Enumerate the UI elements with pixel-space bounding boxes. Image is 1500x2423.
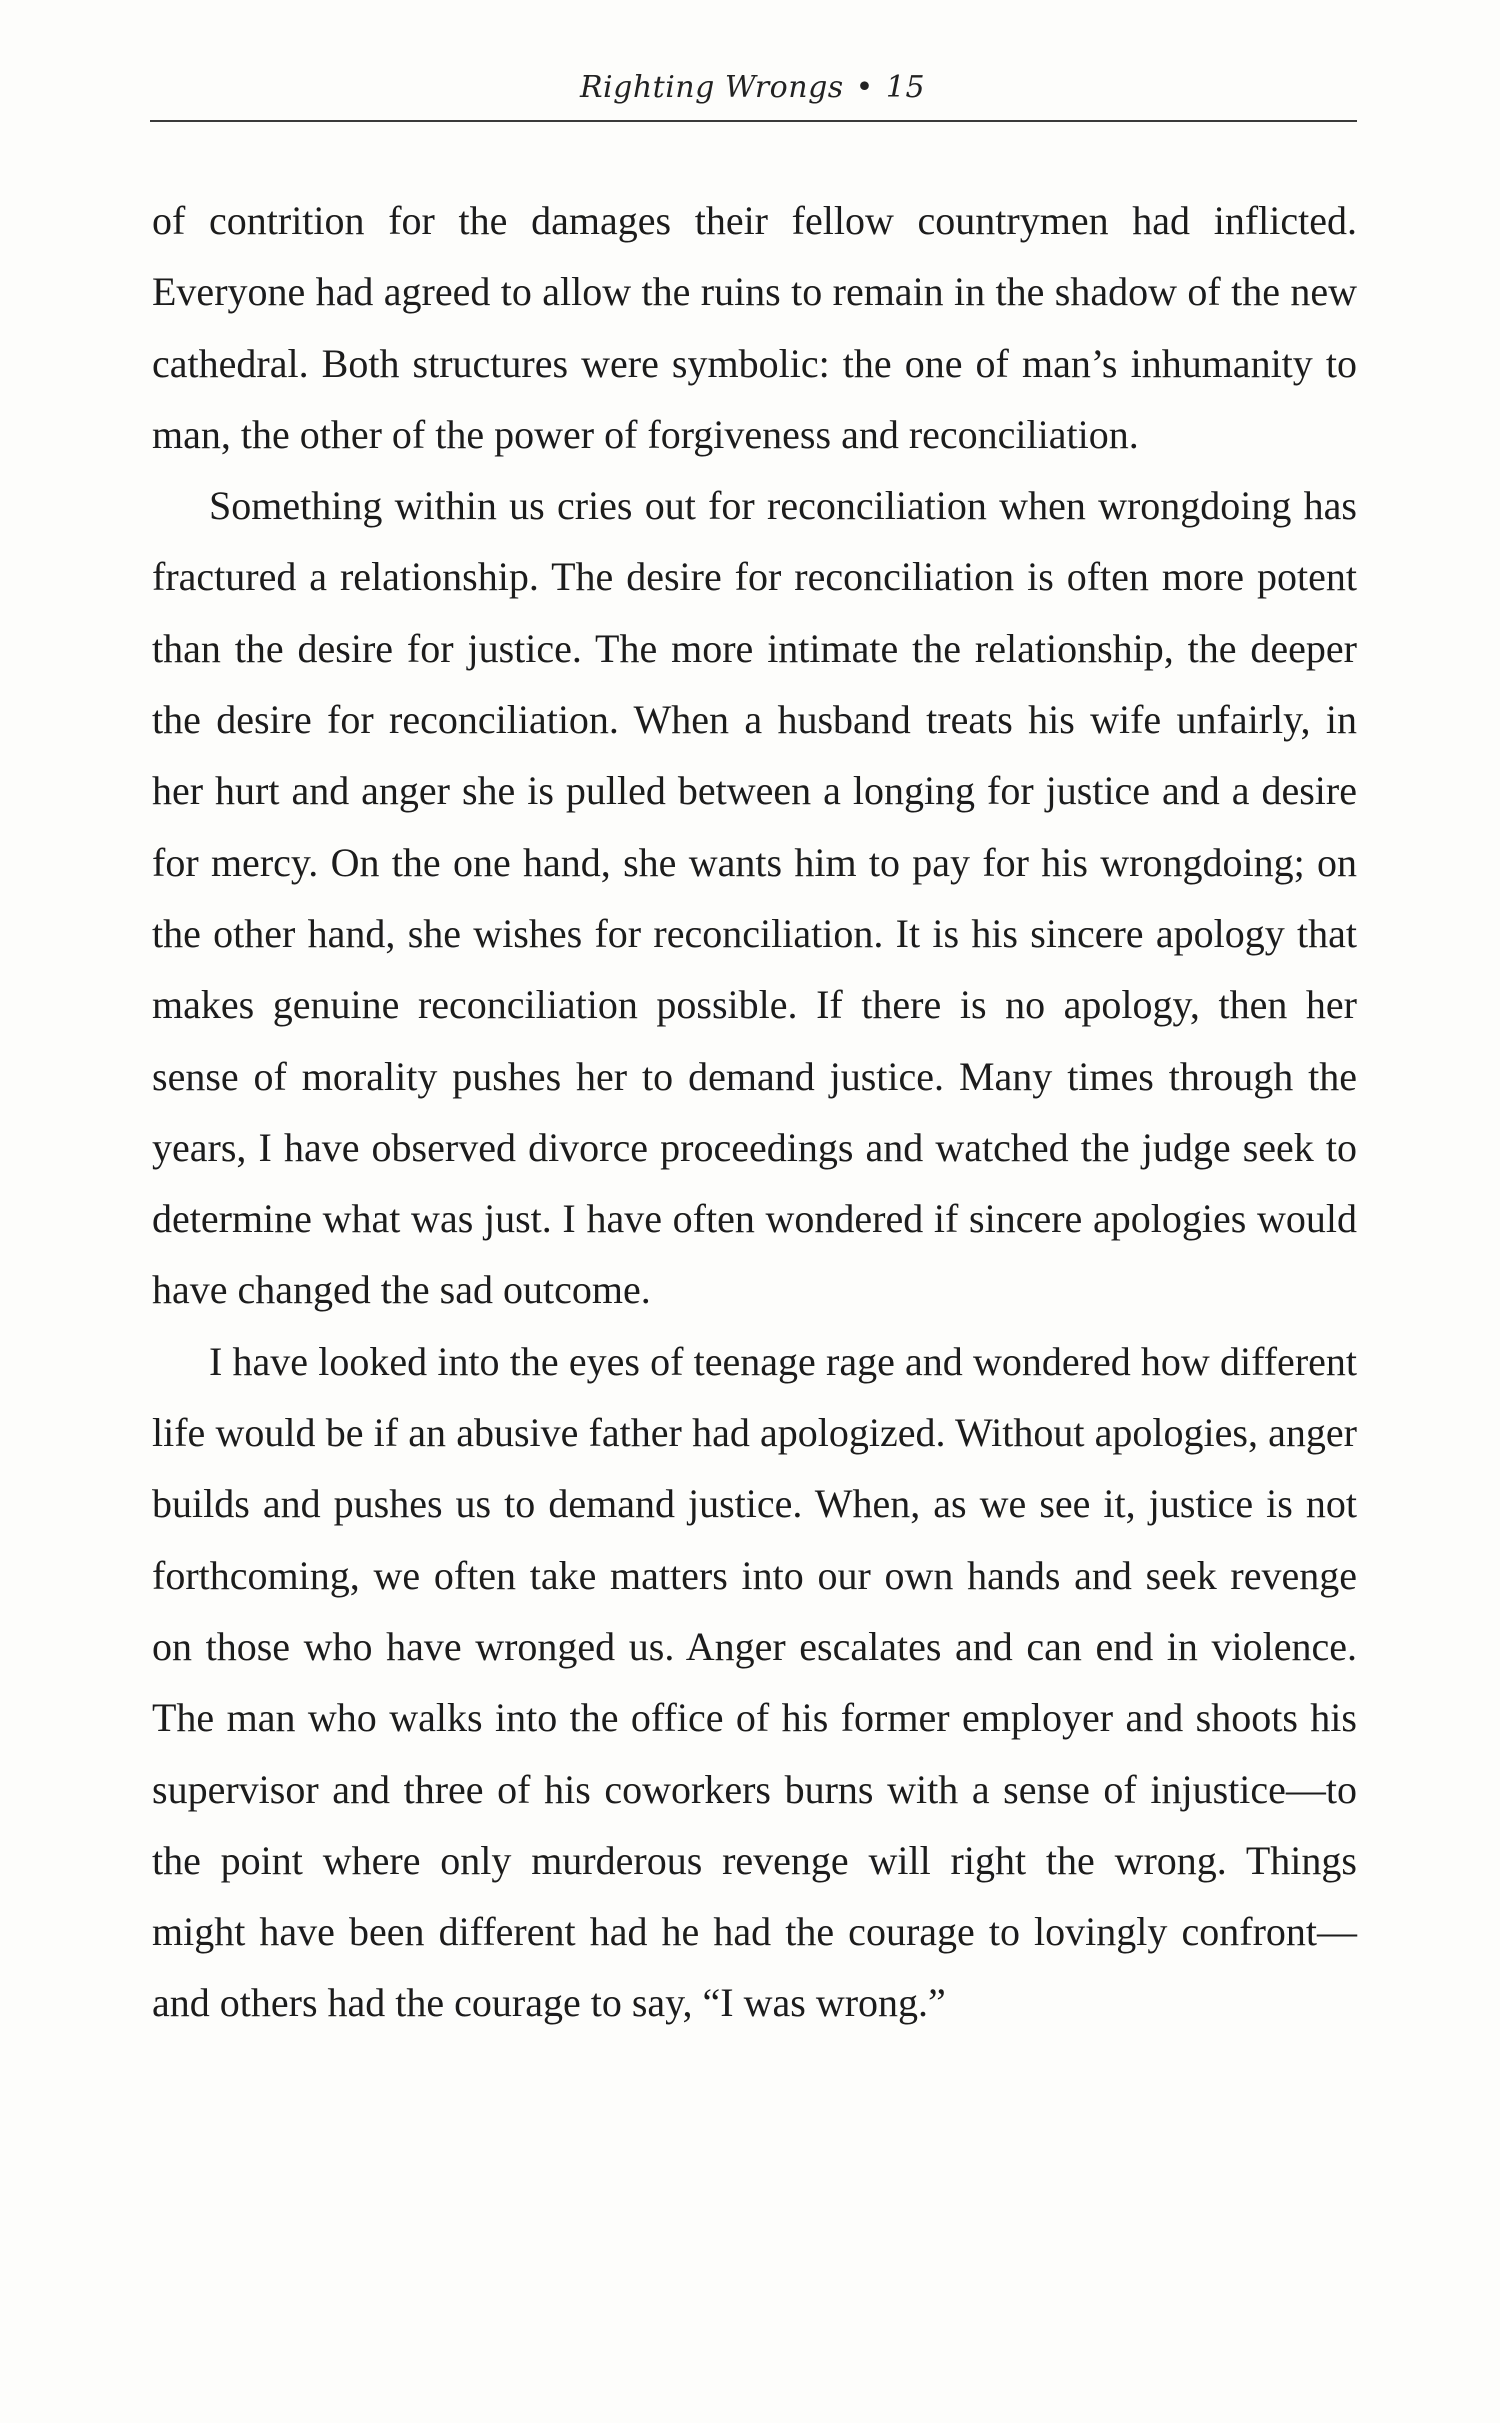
header-rule [150,120,1357,122]
running-header [150,70,1355,105]
header-separator: • [855,70,874,105]
body-text [152,185,1357,2039]
chapter-title: Righting Wrongs [579,70,844,105]
paragraph-2: Something within us cries out for reconciliation when wrongdoing has fractured a relationship. The desire for reconciliation is often more potent than the desire for justice. The more intimate the relationship, the deeper the desire for reconciliation. When a husband treats his wife unfairly, in her hurt and anger she is pulled between a longing for justice and a desire for mercy. On the one hand, she wants him to pay for his wrongdoing; on the other hand, she wishes for reconciliation. It is his sincere apology that makes genuine reconciliation possible. If there is no apology, then her sense of morality pushes her to demand justice. Many times through the years, I have observed divorce proceedings and watched the judge seek to determine what was just. I have often wondered if sincere apologies would have changed the sad outcome. [152,483,1357,1313]
page-number: 15 [885,70,926,105]
paragraph-3: I have looked into the eyes of teenage rage and wondered how different life would be if an abusive father had apologized. Without apologies, anger builds and pushes us to demand justice. When, as we see it, justice is not forthcoming, we often take matters into our own hands and seek revenge on those who have wronged us. Anger escalates and can end in violence. The man who walks into the office of his former employer and shoots his supervisor and three of his coworkers burns with a sense of injustice—to the point where only murderous revenge will right the wrong. Things might have been different had he had the courage to lovingly confront—and others had the courage to say, “I was wrong.” [152,1338,1357,2026]
paragraph-1: of contrition for the damages their fellow countrymen had inflicted. Everyone had agreed to allow the ruins to remain in the shadow of the new cathedral. Both structures were symbolic: the one of man’s inhumanity to man, the other of the power of forgiveness and reconciliation. [152,198,1357,457]
